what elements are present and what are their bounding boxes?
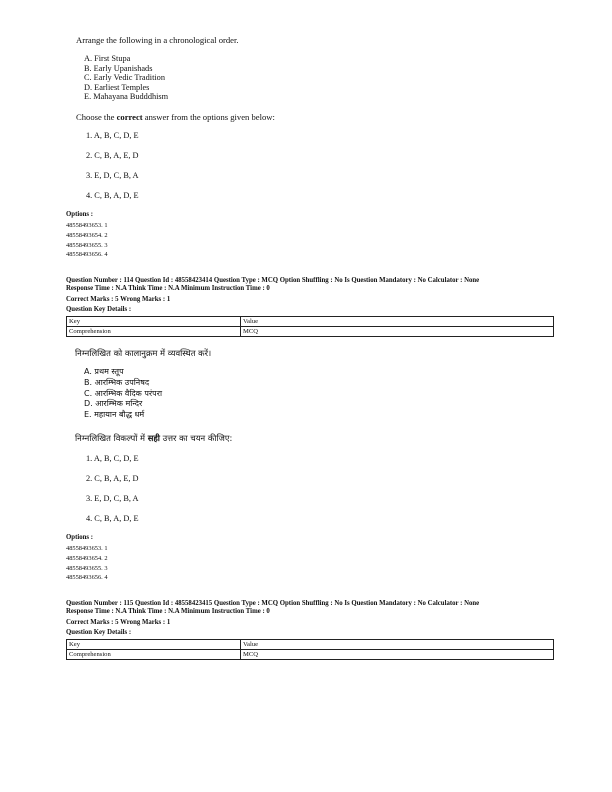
q114-answer-option: 4. C, B, A, D, E <box>86 514 139 523</box>
q113-options-label: Options : <box>66 211 94 218</box>
option-id: 48558493656. 4 <box>66 574 108 582</box>
option-id: 48558493654. 2 <box>66 554 108 562</box>
q114-answer-option: 3. E, D, C, B, A <box>86 494 139 503</box>
table-row <box>67 327 554 337</box>
table-header-value: Value <box>241 640 554 650</box>
q114-header <box>66 277 556 294</box>
q114-answer-option: 1. A, B, C, D, E <box>86 454 139 463</box>
option-id: 48558493653. 1 <box>66 545 108 552</box>
q113-item-list <box>84 54 168 102</box>
q115-header-line1: Question Number : 115 Question Id : 48558423415 Question Type : MCQ Option Shuffling : No Is Question Mandatory : No Calculator : None <box>66 600 480 607</box>
q114-options-label: Options : <box>66 534 94 541</box>
q113-answer-option: 3. E, D, C, B, A <box>86 171 139 180</box>
q114-choose-instruction: निम्नलिखित विकल्पों में सही उत्तर का चयन कीजिए: <box>75 433 233 443</box>
table-row <box>67 640 554 650</box>
q113-answer-option: 1. A, B, C, D, E <box>86 131 139 140</box>
list-item: A. प्रथम स्तूप <box>84 367 124 376</box>
table-header-key: Key <box>67 317 241 327</box>
q114-marks: Correct Marks : 5 Wrong Marks : 1 <box>66 296 171 303</box>
list-item: A. First Stupa <box>84 54 131 63</box>
q113-answer-option: 4. C, B, A, D, E <box>86 191 139 200</box>
q114-key-details-label: Question Key Details : <box>66 306 132 313</box>
option-id: 48558493654. 2 <box>66 231 108 239</box>
q114-option-ids <box>66 544 108 583</box>
list-item: B. Early Upanishads <box>84 63 153 73</box>
option-id: 48558493656. 4 <box>66 251 108 259</box>
list-item: B. आरम्भिक उपनिषद <box>84 377 150 387</box>
q115-header <box>66 600 556 617</box>
q114-item-list <box>84 367 162 421</box>
option-id: 48558493655. 3 <box>66 564 108 572</box>
list-item: D. Earliest Temples <box>84 82 150 92</box>
q113-answer-option: 2. C, B, A, E, D <box>86 151 139 160</box>
q114-header-line2: Response Time : N.A Think Time : N.A Minimum Instruction Time : 0 <box>66 285 270 293</box>
q113-prompt: Arrange the following in a chronological order. <box>76 35 239 45</box>
table-row <box>67 650 554 660</box>
list-item: E. Mahayana Budddhism <box>84 92 169 102</box>
q114-header-line1: Question Number : 114 Question Id : 48558423414 Question Type : MCQ Option Shuffling : No Is Question Mandatory : No Calculator : None <box>66 277 480 284</box>
table-row <box>67 317 554 327</box>
table-header-key: Key <box>67 640 241 650</box>
q115-key-details-label: Question Key Details : <box>66 629 132 636</box>
table-cell-value: MCQ <box>241 650 554 660</box>
q115-header-line2: Response Time : N.A Think Time : N.A Minimum Instruction Time : 0 <box>66 608 270 616</box>
q115-marks: Correct Marks : 5 Wrong Marks : 1 <box>66 619 171 626</box>
table-cell-key: Comprehension <box>67 327 241 337</box>
list-item: C. आरम्भिक वैदिक परंपरा <box>84 388 163 398</box>
option-id: 48558493655. 3 <box>66 241 108 249</box>
q114-answer-option: 2. C, B, A, E, D <box>86 474 139 483</box>
table-cell-key: Comprehension <box>67 650 241 660</box>
table-header-value: Value <box>241 317 554 327</box>
q113-choose-instruction: Choose the correct answer from the options given below: <box>76 112 275 122</box>
list-item: C. Early Vedic Tradition <box>84 73 165 83</box>
option-id: 48558493653. 1 <box>66 222 108 229</box>
list-item: E. महायान बौद्ध धर्म <box>84 410 145 420</box>
q113-option-ids <box>66 221 108 260</box>
q115-key-table <box>66 639 554 660</box>
q114-prompt: निम्नलिखित को कालानुक्रम में व्यवस्थित करें। <box>75 348 212 358</box>
table-cell-value: MCQ <box>241 327 554 337</box>
q114-key-table <box>66 316 554 337</box>
list-item: D. आरम्भिक मन्दिर <box>84 399 143 409</box>
